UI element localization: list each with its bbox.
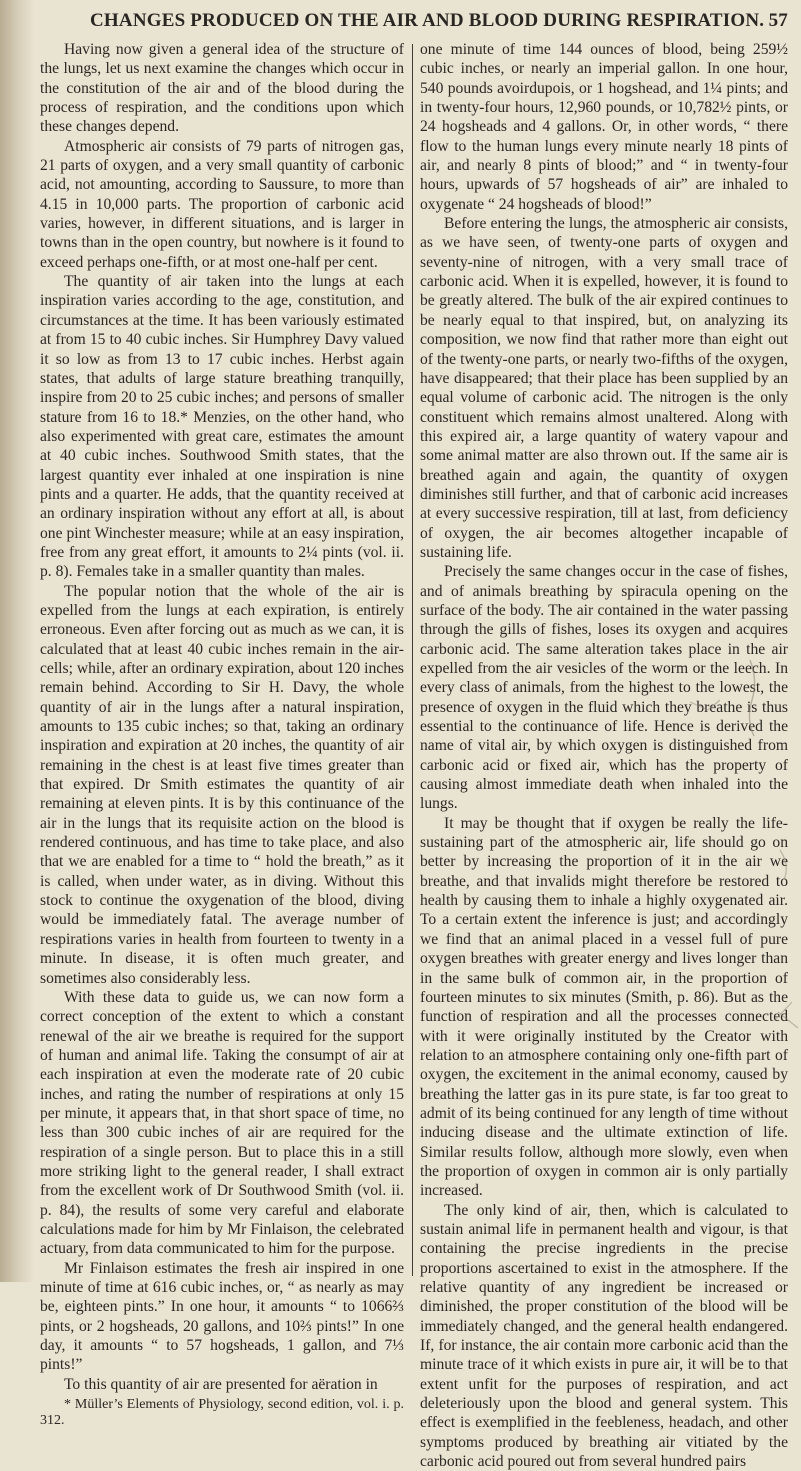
paragraph: one minute of time 144 ounces of blood, being 259½ cubic inches, or nearly an imperial gallon. In one hour, 540 pounds avoirdupois, or 1 hogshead, and 1¼ pints; and in twenty-four hours, 12,960 pounds, or 10,782½ pints, or 24 hogsheads and 4 gallons. Or, in other words, “ there flow to the human lungs every minute nearly 18 pints of air, and nearly 8 pints of blood;” and “ in twenty-four hours, upwards of 57 hogsheads of air” are inhaled to oxygenate “ 24 hogsheads of blood!” [420,41,788,213]
left-column [40,40,404,1429]
running-header [40,6,798,36]
paragraph: Having now given a general idea of the structure of the lungs, let us next examine the changes which occur in the constitution of the air and of the blood during the process of respiration, and the conditions upon which these changes depend. [40,41,404,136]
footnote: * Müller’s Elements of Physiology, second edition, vol. i. p. 312. [40,1397,404,1429]
paragraph: Atmospheric air consists of 79 parts of nitrogen gas, 21 parts of oxygen, and a very small quantity of carbonic acid, not amounting, according to Saussure, to more than 4.15 in 10,000 parts. The proportion of carbonic acid varies, however, in different situations, and is larger in towns than in the open country, but nowhere is it found to exceed perhaps one-fifth, or at most one-half per cent. [40,137,404,271]
paragraph: The popular notion that the whole of the air is expelled from the lungs at each expiration, is entirely erroneous. Even after forcing out as much as we can, it is calculated that at least 40 cubic inches remain in the air-cells; while, after an ordinary expiration, about 120 inches remain behind. According to Sir H. Davy, the whole quantity of air in the lungs after a natural inspiration, amounts to 135 cubic inches; so that, taking an ordinary inspiration and expiration at 20 inches, the quantity of air remaining in the chest is at least five times greater than that expired. Dr Smith estimates the quantity of air remaining at eleven pints. It is by this continuance of the air in the lungs that its requisite action on the blood is rendered continuous, and has time to take place, and also that we are enabled for a time to “ hold the breath,” as it is called, when under water, as in diving. Without this stock to continue the oxygenation of the blood, diving would be immediately fatal. The average number of respirations varies in health from fourteen to twenty in a minute. In disease, it is often much greater, and sometimes also considerably less. [40,582,404,987]
column-divider [412,44,413,1276]
margin-pencil-marks [680,640,800,1080]
paragraph: With these data to guide us, we can now form a correct conception of the extent to which a constant renewal of the air we breathe is required for the support of human and animal life. Taking the consumpt of air at each inspiration at even the moderate rate of 20 cubic inches, and rating the number of respirations at only 15 per minute, it appears that, in that short space of time, no less than 300 cubic inches of air are required for the respiration of a single person. But to place this in a still more striking light to the general reader, I shall extract from the excellent work of Dr Southwood Smith (vol. ii. p. 84), the results of some very careful and elaborate calculations made for him by Mr Finlaison, the celebrated actuary, from data communicated to him for the purpose. [40,988,404,1258]
paragraph: Before entering the lungs, the atmospheric air consists, as we have seen, of twenty-one parts of oxygen and seventy-nine of nitrogen, with a very small trace of carbonic acid. When it is expelled, however, it is found to be greatly altered. The bulk of the air expired continues to be nearly equal to that inspired, but, on analyzing its composition, we now find that rather more than eight out of the twenty-one parts, or nearly two-fifths of the oxygen, have disappeared; that their place has been supplied by an equal volume of carbonic acid. The nitrogen is the only constituent which remains almost unaltered. Along with this expired air, a large quantity of watery vapour and some animal matter are also thrown out. If the same air is breathed again and again, the quantity of oxygen diminishes still further, and that of carbonic acid increases at every successive respiration, till at last, from deficiency of oxygen, the air becomes altogether incapable of sustaining life. [420,215,788,561]
paragraph: Mr Finlaison estimates the fresh air inspired in one minute of time at 616 cubic inches, or, “ as nearly as may be, eighteen pints.” In one hour, it amounts “ to 1066⅔ pints, or 2 hogsheads, 20 gallons, and 10⅔ pints!” In one day, it amounts “ to 57 hogsheads, 1 gallon, and 7⅓ pints!” [40,1259,404,1374]
paragraph: To this quantity of air are presented for aëration in [64,1375,378,1393]
paragraph: The quantity of air taken into the lungs at each inspiration varies according to the age, constitution, and circumstances at the time. It has been variously estimated at from 15 to 40 cubic inches. Sir Humphrey Davy valued it so low as from 13 to 17 cubic inches. Herbst again states, that adults of large stature breathing tranquilly, inspire from 20 to 25 cubic inches; and persons of smaller stature from 16 to 18.* Menzies, on the other hand, who also experimented with great care, estimates the amount at 40 cubic inches. Southwood Smith states, that the largest quantity ever inhaled at one inspiration is nine pints and a quarter. He adds, that the quantity received at an ordinary inspiration without any effort at all, is about one pint Winchester measure; while at an easy inspiration, free from any great effort, it amounts to 2¼ pints (vol. ii. p. 8). Females take in a smaller quantity than males. [40,273,404,581]
paragraph: It may be thought that if oxygen be really the life-sustaining part of the atmospheric air, life should go on better by increasing the proportion of it in the air we breathe, and that invalids might therefore be restored to health by causing them to inhale a highly oxygenated air. To a certain extent the inference is just; and accordingly we find that an animal placed in a vessel full of pure oxygen breathes with greater energy and lives longer than in the same bulk of common air, in the proportion of fourteen minutes to six minutes (Smith, p. 86). But as the function of respiration and all the processes connected with it were originally instituted by the Creator with relation to an atmosphere containing only one-fifth part of oxygen, the excitement in the animal economy, caused by breathing the latter gas in its pure state, is far too great to admit of its being continued for any length of time without inducing disease and the ultimate extinction of life. Similar results follow, although more slowly, even when the proportion of oxygen in common air is only partially increased. [420,814,788,1200]
running-title: CHANGES PRODUCED ON THE AIR AND BLOOD DURING RESPIRATION. [90,10,765,31]
paragraph: Precisely the same changes occur in the case of fishes, and of animals breathing by spiracula opening on the surface of the body. The air contained in the water passing through the gills of fishes, loses its oxygen and acquires carbonic acid. The same alteration takes place in the air expelled from the air vesicles of the worm or the leech. In every class of animals, from the highest to the lowest, the presence of oxygen in the fluid which they breathe is thus essential to the continuance of life. Hence is derived the name of vital air, by which oxygen is distinguished from carbonic acid or fixed air, which has the property of causing almost immediate death when inhaled into the lungs. [420,563,788,813]
page-number: 57 [768,10,788,31]
paragraph: The only kind of air, then, which is calculated to sustain animal life in permanent health and vigour, is that containing the precise ingredients in the precise proportions ascertained to exist in the atmosphere. If the relative quantity of any ingredient be increased or diminished, the proper constitution of the blood will be immediately changed, and the general health endangered. If, for instance, the air contain more carbonic acid than the minute trace of it which exists in pure air, it will be to that extent unfit for the purposes of respiration, and act deleteriously upon the blood and general system. This effect is exemplified in the feebleness, headach, and other symptoms produced by breathing air vitiated by the carbonic acid poured out from several hundred pairs [420,1201,788,1471]
page-gutter-shadow [0,0,34,1282]
